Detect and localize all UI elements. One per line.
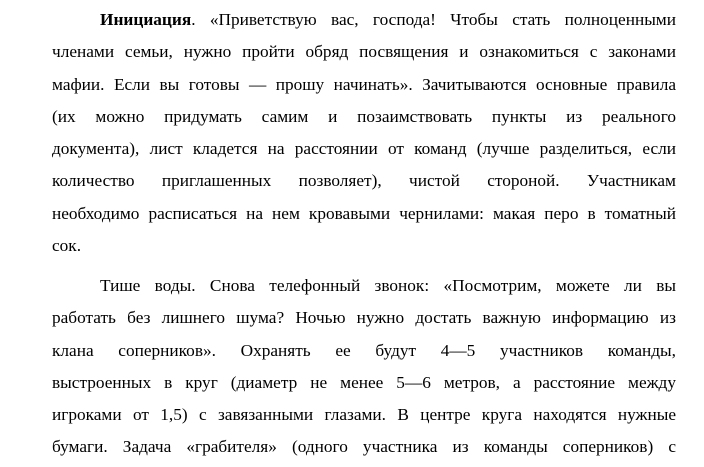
text-line: (их можно придумать самим и позаимствовать пункты из реального: [52, 106, 676, 126]
text-line: мафии. Если вы готовы — прошу начинать». Зачитываются основные правила: [52, 74, 676, 94]
text-line: бумаги. Задача «грабителя» (одного участника из команды соперников) с: [52, 437, 676, 457]
text-line: игроками от 1,5) с завязанными глазами. В центре круга находятся нужные: [52, 405, 676, 425]
line-text: . «Приветствую вас, господа! Чтобы стать полноценными: [191, 10, 676, 29]
text-line: Тише воды. Снова телефонный звонок: «Посмотрим, можете ли вы: [100, 276, 676, 295]
text-line: [52, 4, 676, 36]
text-line: работать без лишнего шума? Ночью нужно достать важную информацию из: [52, 308, 676, 328]
text-line: членами семьи, нужно пройти обряд посвящения и ознакомиться с законами: [52, 42, 676, 62]
text-line: выстроенных в круг (диаметр не менее 5—6 метров, а расстояние между: [52, 372, 676, 392]
paragraph-quiet-as-water: [52, 270, 676, 464]
text-line: сок.: [52, 236, 82, 256]
text-line: документа), лист кладется на расстоянии от команд (лучше разделиться, если: [52, 139, 676, 159]
paragraph-initiation: [52, 4, 676, 262]
section-heading-initiation: Инициация: [100, 10, 192, 29]
text-line: клана соперников». Охранять ее будут 4—5 участников команды,: [52, 340, 676, 360]
text-line: количество приглашенных позволяет), чистой стороной. Участникам: [52, 171, 676, 191]
text-line: необходимо расписаться на нем кровавыми чернилами: макая перо в томатный: [52, 203, 676, 223]
